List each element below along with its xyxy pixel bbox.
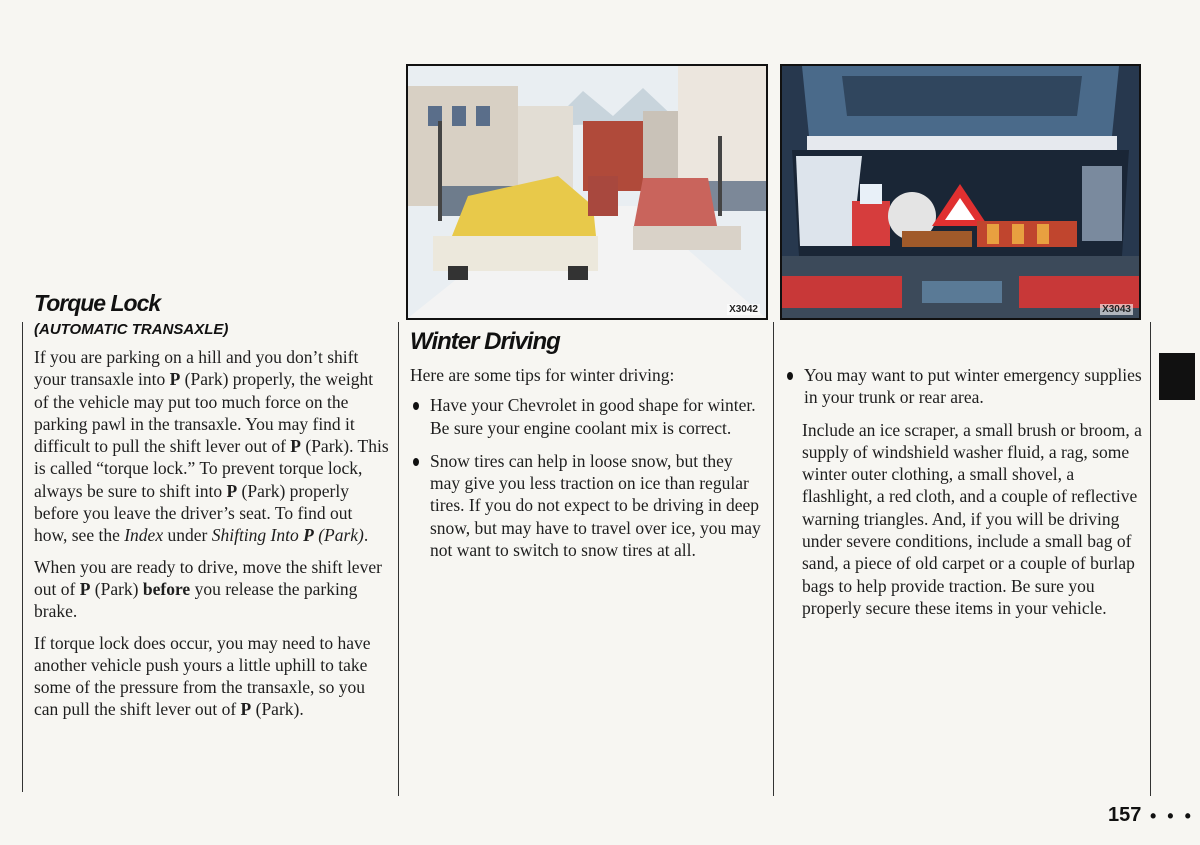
bullet-icon [413,458,419,466]
torque-lock-body [34,346,389,730]
torque-lock-paragraph-1: If you are parking on a hill and you don’t shift your transaxle into P (Park) properly, the weight of the vehicle may put too much force on the parking pawl in the transaxle. You may find it difficult to pull the shift lever out of P (Park). This is called “torque lock.” To prevent torque lock, always be sure to shift into P (Park) properly before you leave the driver’s seat. To find out how, see the Index under Shifting Into P (Park). [34,347,389,546]
winter-tip-3: You may want to put winter emergency supplies in your trunk or rear area. [784,364,1144,409]
trunk-supplies-illustration [780,64,1141,320]
torque-lock-paragraph-2: When you are ready to drive, move the shift lever out of P (Park) before you release the parking brake. [34,556,382,622]
winter-driving-body [410,364,766,572]
winter-street-illustration [406,64,768,320]
column-divider-left [22,322,23,792]
column-divider-right [773,322,774,796]
torque-lock-heading: Torque Lock [34,290,161,316]
figure-code-street: X3042 [729,304,758,315]
winter-driving-intro: Here are some tips for winter driving: [410,365,675,385]
bullet-icon [413,402,419,410]
column-divider-far-right [1150,322,1151,796]
page-number-dots: • • • [1150,806,1194,826]
torque-lock-subheading: (AUTOMATIC TRANSAXLE) [34,321,229,338]
torque-lock-paragraph-3: If torque lock does occur, you may need to have another vehicle push yours a little uphill to take some of the pressure from the transaxle, so you can pull the shift lever out of P (Park). [34,632,371,720]
winter-supplies-body [784,364,1144,628]
winter-tip-1: Have your Chevrolet in good shape for winter. Be sure your engine coolant mix is correct. [410,394,766,439]
column-divider-middle [398,322,399,796]
winter-tip-2: Snow tires can help in loose snow, but they may give you less traction on ice than regular tires. If you do not expect to be driving in deep snow, but may have to travel over ice, you may not want to switch to snow tires at all. [410,450,766,561]
winter-driving-heading: Winter Driving [410,328,560,355]
winter-supplies-paragraph: Include an ice scraper, a small brush or broom, a supply of windshield washer fluid, a rag, some winter outer clothing, a small shovel, a flashlight, a red cloth, and a couple of reflective warning triangles. And, if you will be driving under severe conditions, include a small bag of sand, a piece of old carpet or a couple of burlap bags to help provide traction. Be sure you properly secure these items in your vehicle. [802,419,1142,618]
bullet-icon [787,372,793,380]
page-number: 157 [1108,804,1142,826]
figure-code-trunk: X3043 [1102,304,1131,315]
section-tab-marker [1159,353,1195,400]
